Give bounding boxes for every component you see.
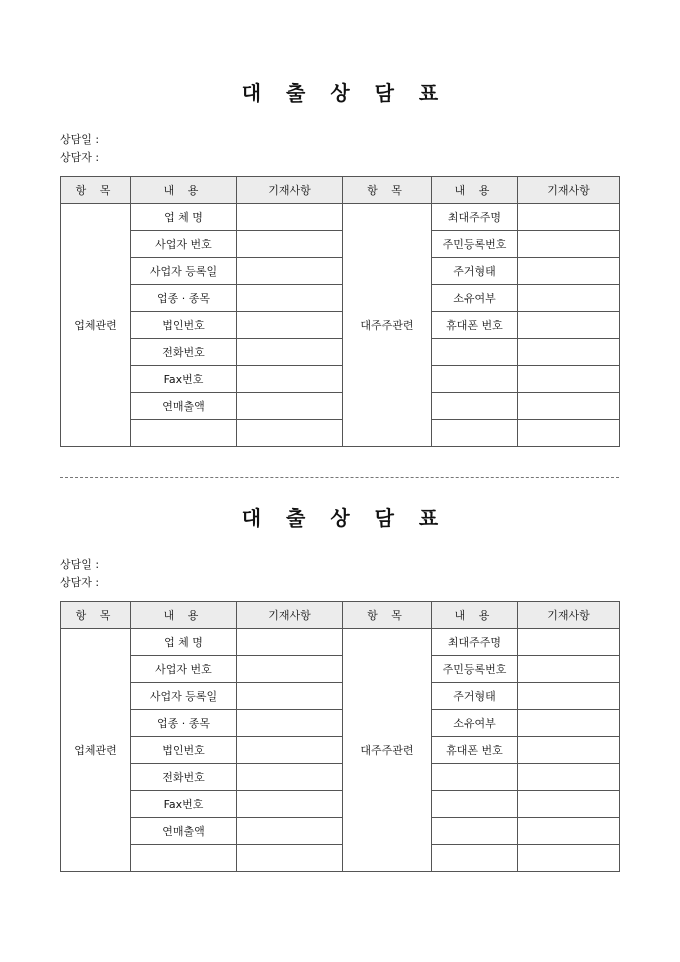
right-entry-cell[interactable]	[518, 258, 620, 285]
cut-line-divider	[60, 477, 619, 478]
right-entry-cell[interactable]	[518, 845, 620, 872]
table-row	[61, 420, 620, 447]
right-entry-cell[interactable]	[518, 737, 620, 764]
right-item: 주민등록번호	[432, 231, 518, 258]
left-entry-cell[interactable]	[237, 312, 343, 339]
right-entry-cell[interactable]	[518, 204, 620, 231]
shareholder-category-cell: 대주주관련	[343, 204, 432, 447]
left-entry-cell[interactable]	[237, 845, 343, 872]
consultation-form-1	[60, 78, 619, 447]
table-row	[61, 683, 620, 710]
left-item: 연매출액	[131, 818, 237, 845]
right-item[interactable]	[432, 818, 518, 845]
table-row	[61, 204, 620, 231]
header-notes-left: 기재사항	[237, 602, 343, 629]
right-item: 소유여부	[432, 285, 518, 312]
table-row	[61, 258, 620, 285]
header-content-left: 내 용	[131, 177, 237, 204]
consultant-label: 상담자 :	[60, 151, 100, 164]
right-item[interactable]	[432, 764, 518, 791]
left-item: 업 체 명	[131, 204, 237, 231]
table-row	[61, 231, 620, 258]
left-item: 사업자 번호	[131, 231, 237, 258]
left-item: Fax번호	[131, 366, 237, 393]
right-item[interactable]	[432, 366, 518, 393]
right-item: 주민등록번호	[432, 656, 518, 683]
left-entry-cell[interactable]	[237, 656, 343, 683]
header-notes-right: 기재사항	[518, 602, 620, 629]
right-entry-cell[interactable]	[518, 764, 620, 791]
company-category-cell: 업체관련	[61, 629, 131, 872]
left-entry-cell[interactable]	[237, 366, 343, 393]
left-item: 사업자 등록일	[131, 683, 237, 710]
consultation-table	[60, 601, 620, 872]
left-entry-cell[interactable]	[237, 791, 343, 818]
left-item: 사업자 등록일	[131, 258, 237, 285]
table-row	[61, 791, 620, 818]
left-entry-cell[interactable]	[237, 764, 343, 791]
right-entry-cell[interactable]	[518, 393, 620, 420]
right-item: 소유여부	[432, 710, 518, 737]
left-item: 법인번호	[131, 737, 237, 764]
left-entry-cell[interactable]	[237, 204, 343, 231]
left-entry-cell[interactable]	[237, 285, 343, 312]
right-entry-cell[interactable]	[518, 312, 620, 339]
header-category-right: 항 목	[343, 177, 432, 204]
right-entry-cell[interactable]	[518, 656, 620, 683]
header-category-left: 항 목	[61, 177, 131, 204]
right-entry-cell[interactable]	[518, 629, 620, 656]
left-item[interactable]	[131, 845, 237, 872]
table-row	[61, 366, 620, 393]
consultation-form-2	[60, 503, 619, 872]
consult-date-label: 상담일 :	[60, 558, 100, 571]
header-content-left: 내 용	[131, 602, 237, 629]
left-entry-cell[interactable]	[237, 683, 343, 710]
left-entry-cell[interactable]	[237, 737, 343, 764]
right-entry-cell[interactable]	[518, 818, 620, 845]
consultant-label: 상담자 :	[60, 576, 100, 589]
left-entry-cell[interactable]	[237, 710, 343, 737]
left-item: 연매출액	[131, 393, 237, 420]
left-entry-cell[interactable]	[237, 420, 343, 447]
left-item: 전화번호	[131, 764, 237, 791]
consult-date-row	[60, 131, 619, 149]
shareholder-category-cell: 대주주관련	[343, 629, 432, 872]
left-item: Fax번호	[131, 791, 237, 818]
right-item: 최대주주명	[432, 204, 518, 231]
header-row	[61, 177, 620, 204]
right-item[interactable]	[432, 339, 518, 366]
table-row	[61, 285, 620, 312]
form-meta	[60, 556, 619, 592]
right-entry-cell[interactable]	[518, 366, 620, 393]
table-row	[61, 656, 620, 683]
header-content-right: 내 용	[432, 177, 518, 204]
left-item: 업종 · 종목	[131, 285, 237, 312]
left-item: 전화번호	[131, 339, 237, 366]
right-entry-cell[interactable]	[518, 791, 620, 818]
table-row	[61, 312, 620, 339]
header-row	[61, 602, 620, 629]
consultation-table	[60, 176, 620, 447]
table-row	[61, 818, 620, 845]
right-entry-cell[interactable]	[518, 420, 620, 447]
right-entry-cell[interactable]	[518, 231, 620, 258]
consultant-row	[60, 574, 619, 592]
consult-date-label: 상담일 :	[60, 133, 100, 146]
right-entry-cell[interactable]	[518, 710, 620, 737]
right-item: 휴대폰 번호	[432, 312, 518, 339]
left-entry-cell[interactable]	[237, 339, 343, 366]
left-item[interactable]	[131, 420, 237, 447]
left-entry-cell[interactable]	[237, 258, 343, 285]
left-item: 법인번호	[131, 312, 237, 339]
right-item: 주거형태	[432, 258, 518, 285]
table-row	[61, 393, 620, 420]
right-item[interactable]	[432, 393, 518, 420]
form-meta	[60, 131, 619, 167]
consult-date-row	[60, 556, 619, 574]
right-item[interactable]	[432, 791, 518, 818]
header-category-left: 항 목	[61, 602, 131, 629]
right-item[interactable]	[432, 845, 518, 872]
header-notes-right: 기재사항	[518, 177, 620, 204]
right-item[interactable]	[432, 420, 518, 447]
left-entry-cell[interactable]	[237, 231, 343, 258]
left-entry-cell[interactable]	[237, 818, 343, 845]
consultant-row	[60, 149, 619, 167]
header-content-right: 내 용	[432, 602, 518, 629]
left-item: 사업자 번호	[131, 656, 237, 683]
left-entry-cell[interactable]	[237, 629, 343, 656]
table-row	[61, 710, 620, 737]
header-category-right: 항 목	[343, 602, 432, 629]
table-row	[61, 845, 620, 872]
right-item: 휴대폰 번호	[432, 737, 518, 764]
left-entry-cell[interactable]	[237, 393, 343, 420]
right-entry-cell[interactable]	[518, 285, 620, 312]
table-row	[61, 629, 620, 656]
left-item: 업 체 명	[131, 629, 237, 656]
right-item: 최대주주명	[432, 629, 518, 656]
header-notes-left: 기재사항	[237, 177, 343, 204]
company-category-cell: 업체관련	[61, 204, 131, 447]
right-entry-cell[interactable]	[518, 339, 620, 366]
table-row	[61, 339, 620, 366]
right-entry-cell[interactable]	[518, 683, 620, 710]
form-title: 대 출 상 담 표	[241, 506, 448, 530]
right-item: 주거형태	[432, 683, 518, 710]
left-item: 업종 · 종목	[131, 710, 237, 737]
table-row	[61, 737, 620, 764]
form-title: 대 출 상 담 표	[241, 81, 448, 105]
table-row	[61, 764, 620, 791]
